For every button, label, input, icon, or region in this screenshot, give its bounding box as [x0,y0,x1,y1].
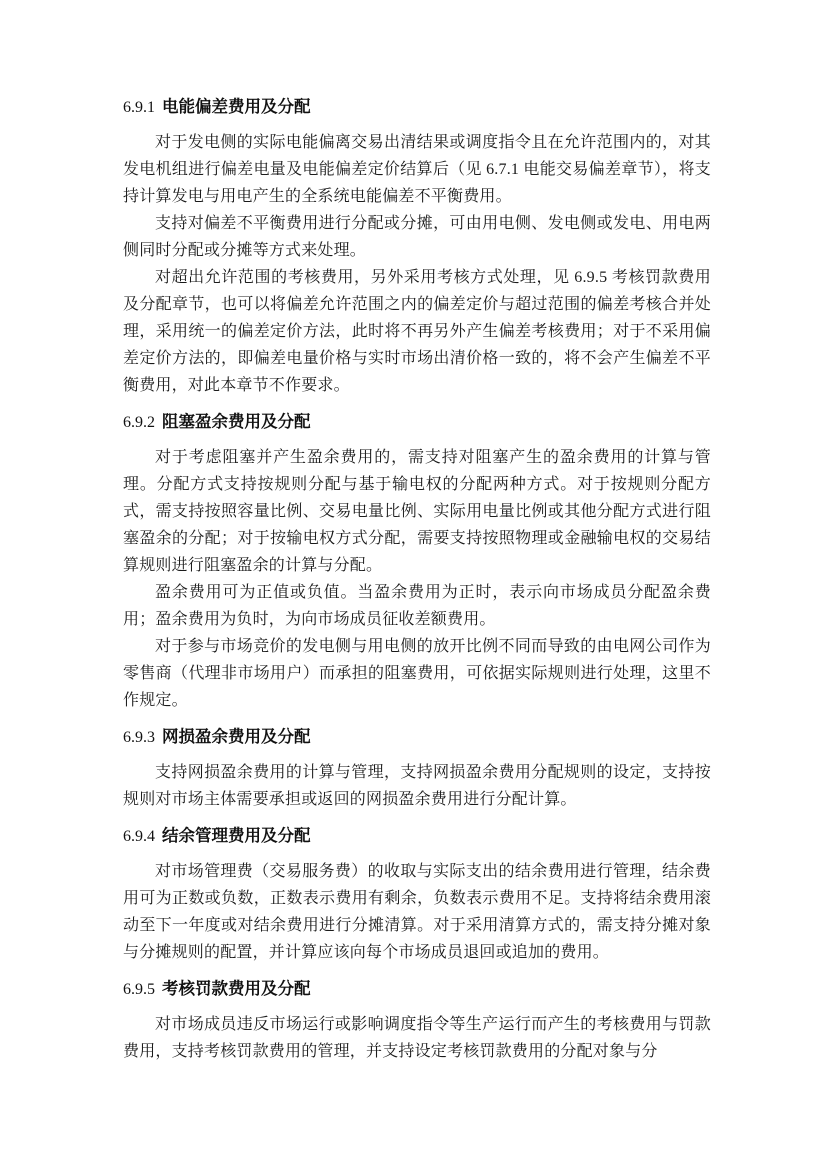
section-6-9-2 [123,411,711,714]
paragraph: 对市场成员违反市场运行或影响调度指令等生产运行而产生的考核费用与罚款费用，支持考核罚款费用的管理，并支持设定考核罚款费用的分配对象与分 [123,1016,711,1060]
paragraph: 盈余费用可为正值或负值。当盈余费用为正时，表示向市场成员分配盈余费用；盈余费用为负时，为向市场成员征收差额费用。 [123,584,711,628]
heading-number: 6.9.2 [123,414,155,431]
heading-title: 网损盈余费用及分配 [162,728,311,746]
paragraph: 对于参与市场竞价的发电侧与用电侧的放开比例不同而导致的由电网公司作为零售商（代理非市场用户）而承担的阻塞费用，可依据实际规则进行处理，这里不作规定。 [123,638,711,709]
heading-title: 电能偏差费用及分配 [162,98,311,116]
document-page [123,96,711,1065]
paragraph: 对市场管理费（交易服务费）的收取与实际支出的结余费用进行管理，结余费用可为正数或负数，正数表示费用有剩余，负数表示费用不足。支持将结余费用滚动至下一年度或对结余费用进行分摊清算。对于采用清算方式的，需支持分摊对象与分摊规则的配置，并计算应该向每个市场成员退回或追加的费用。 [123,863,711,961]
heading-title: 考核罚款费用及分配 [162,980,311,998]
section-6-9-1 [123,96,711,399]
paragraph: 支持网损盈余费用的计算与管理，支持网损盈余费用分配规则的设定，支持按规则对市场主体需要承担或返回的网损盈余费用进行分配计算。 [123,764,711,808]
section-6-9-5 [123,978,711,1065]
section-heading [123,825,711,848]
heading-title: 阻塞盈余费用及分配 [162,413,311,431]
heading-title: 结余管理费用及分配 [162,827,311,845]
section-6-9-4 [123,825,711,966]
paragraph: 对超出允许范围的考核费用，另外采用考核方式处理，见 6.9.5 考核罚款费用及分配章节，也可以将偏差允许范围之内的偏差定价与超过范围的偏差考核合并处理，采用统一的偏差定价方法，此时将不再另外产生偏差考核费用；对于不采用偏差定价方法的，即偏差电量价格与实时市场出清价格一致的，将不会产生偏差不平衡费用，对此本章节不作要求。 [123,269,711,394]
heading-number: 6.9.3 [123,729,155,746]
section-heading [123,96,711,119]
paragraph: 对于发电侧的实际电能偏离交易出清结果或调度指令且在允许范围内的，对其发电机组进行偏差电量及电能偏差定价结算后（见 6.7.1 电能交易偏差章节），将支持计算发电与用电产生的全系统电能偏差不平衡费用。 [123,134,711,205]
paragraph: 支持对偏差不平衡费用进行分配或分摊，可由用电侧、发电侧或发电、用电两侧同时分配或分摊等方式来处理。 [123,215,711,259]
heading-number: 6.9.1 [123,99,155,116]
section-6-9-3 [123,726,711,813]
section-heading [123,411,711,434]
heading-number: 6.9.4 [123,828,155,845]
paragraph: 对于考虑阻塞并产生盈余费用的，需支持对阻塞产生的盈余费用的计算与管理。分配方式支持按规则分配与基于输电权的分配两种方式。对于按规则分配方式，需支持按照容量比例、交易电量比例、实际用电量比例或其他分配方式进行阻塞盈余的分配；对于按输电权方式分配，需要支持按照物理或金融输电权的交易结算规则进行阻塞盈余的计算与分配。 [123,449,711,574]
heading-number: 6.9.5 [123,981,155,998]
section-heading [123,726,711,749]
section-heading [123,978,711,1001]
